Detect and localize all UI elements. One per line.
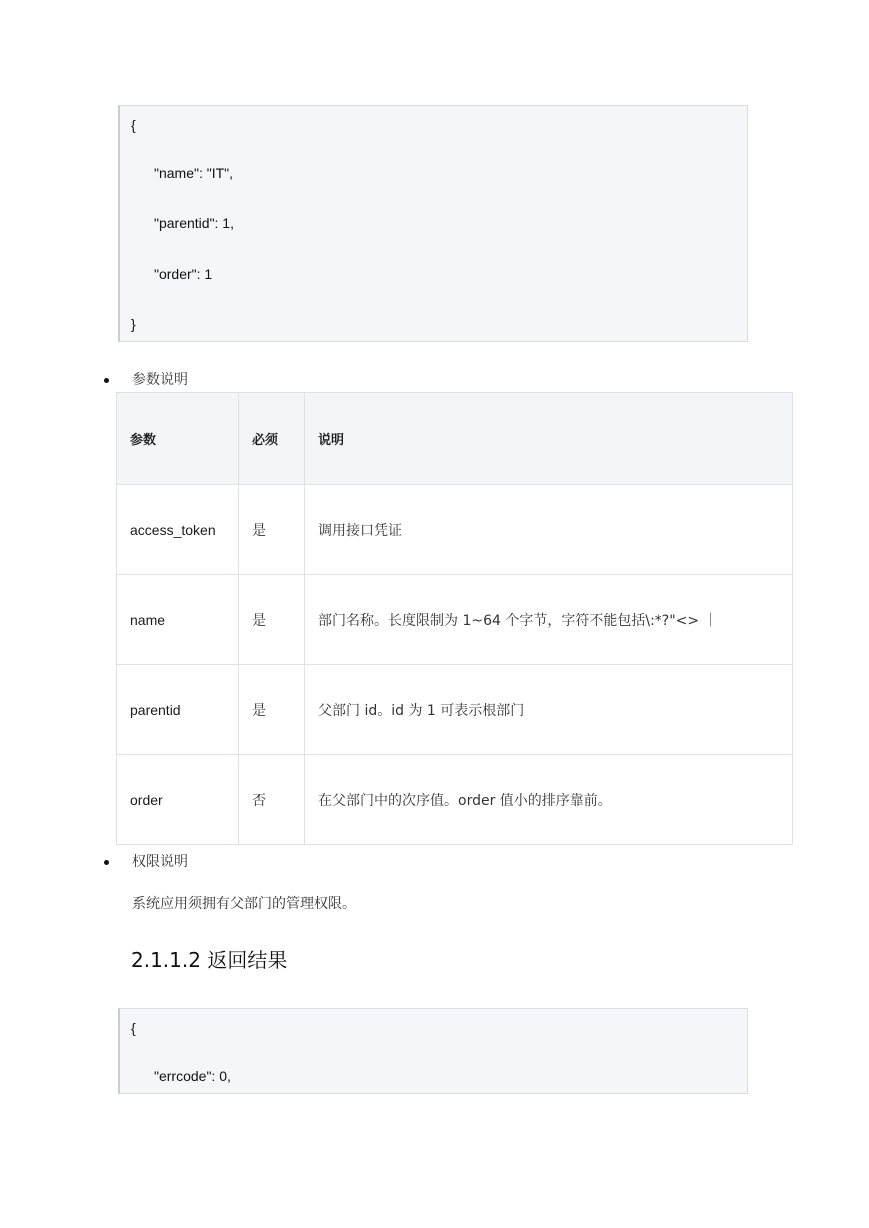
params-bullet-label: 参数说明 [132,372,188,388]
code-open-brace: { [131,1020,136,1036]
request-code-block [118,105,748,342]
code-close-brace: } [131,316,136,332]
param-desc-cell: 在父部门中的次序值。order 值小的排序靠前。 [305,755,793,845]
bullet-dot-icon [104,860,109,865]
table-row [117,575,793,665]
bullet-dot-icon [104,378,109,383]
param-desc-cell: 部门名称。长度限制为 1~64 个字节，字符不能包括\:*?"<> ｜ [305,575,793,665]
param-name-cell: order [117,755,239,845]
param-required-cell: 是 [239,575,305,665]
param-name-cell: access_token [117,485,239,575]
permission-text: 系统应用须拥有父部门的管理权限。 [132,896,356,912]
response-code-block [118,1008,748,1094]
param-required-cell: 是 [239,485,305,575]
param-name-cell: name [117,575,239,665]
param-required-cell: 是 [239,665,305,755]
section-heading: 2.1.1.2 返回结果 [131,948,288,972]
header-required: 必须 [239,393,305,485]
param-desc-cell: 调用接口凭证 [305,485,793,575]
table-row [117,755,793,845]
param-required-cell: 否 [239,755,305,845]
permission-bullet-label: 权限说明 [132,854,188,870]
param-name-cell: parentid [117,665,239,755]
table-row [117,665,793,755]
code-line-parentid: "parentid": 1, [154,215,234,231]
code-line-errcode: "errcode": 0, [154,1068,231,1084]
table-row [117,485,793,575]
code-line-order: "order": 1 [154,266,213,282]
header-description: 说明 [305,393,793,485]
code-line-name: "name": "IT", [154,165,234,181]
header-param: 参数 [117,393,239,485]
params-table [116,392,793,845]
param-desc-cell: 父部门 id。id 为 1 可表示根部门 [305,665,793,755]
code-open-brace: { [131,117,136,133]
table-header-row [117,393,793,485]
